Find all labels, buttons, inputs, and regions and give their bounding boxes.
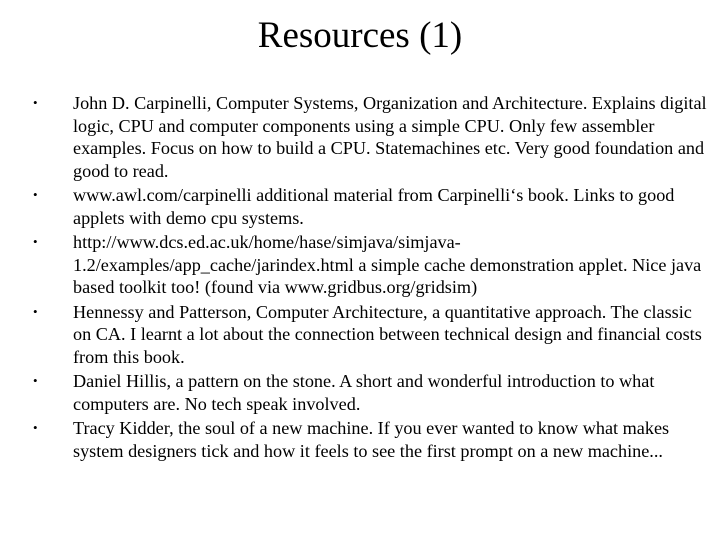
resource-item-kidder	[0, 417, 720, 462]
resource-text: Tracy Kidder, the soul of a new machine. If you ever wanted to know what makes system designers tick and how it feels to see the first prompt on a new machine...	[73, 418, 670, 461]
bullet-icon: •	[33, 187, 38, 202]
resource-text: John D. Carpinelli, Computer Systems, Organization and Architecture. Explains digital logic, CPU and computer components using a simple CPU. Only few assembler examples. Focus on how to build a CPU. Statemachines etc. Very good foundation and good to read.	[73, 93, 707, 181]
bullet-icon: •	[33, 95, 38, 110]
resource-text: http://www.dcs.ed.ac.uk/home/hase/simjava/simjava-1.2/examples/app_cache/jarindex.html a simple cache demonstration applet. Nice java based toolkit too! (found via www.gridbus.org/gridsim)	[73, 232, 702, 297]
slide-title: Resources (1)	[257, 15, 463, 56]
bullet-icon: •	[33, 420, 38, 435]
resource-item-awl-link	[0, 184, 720, 229]
resource-item-simjava-applet	[0, 231, 720, 299]
resource-list	[0, 92, 720, 464]
bullet-icon: •	[33, 303, 38, 319]
resource-text: Hennessy and Patterson, Computer Architecture, a quantitative approach. The classic on CA. I learnt a lot about the connection between technical design and financial costs from this book.	[73, 301, 702, 367]
resource-text: Daniel Hillis, a pattern on the stone. A short and wonderful introduction to what computers are. No tech speak involved.	[73, 371, 655, 414]
resource-item-carpinelli-book	[0, 92, 720, 182]
resource-item-hillis	[0, 370, 720, 415]
bullet-icon: •	[33, 373, 38, 388]
resource-item-hennessy-patterson	[0, 301, 720, 369]
bullet-icon: •	[33, 234, 38, 249]
resource-text: www.awl.com/carpinelli additional material from Carpinelli‘s book. Links to good applets with demo cpu systems.	[73, 185, 675, 228]
